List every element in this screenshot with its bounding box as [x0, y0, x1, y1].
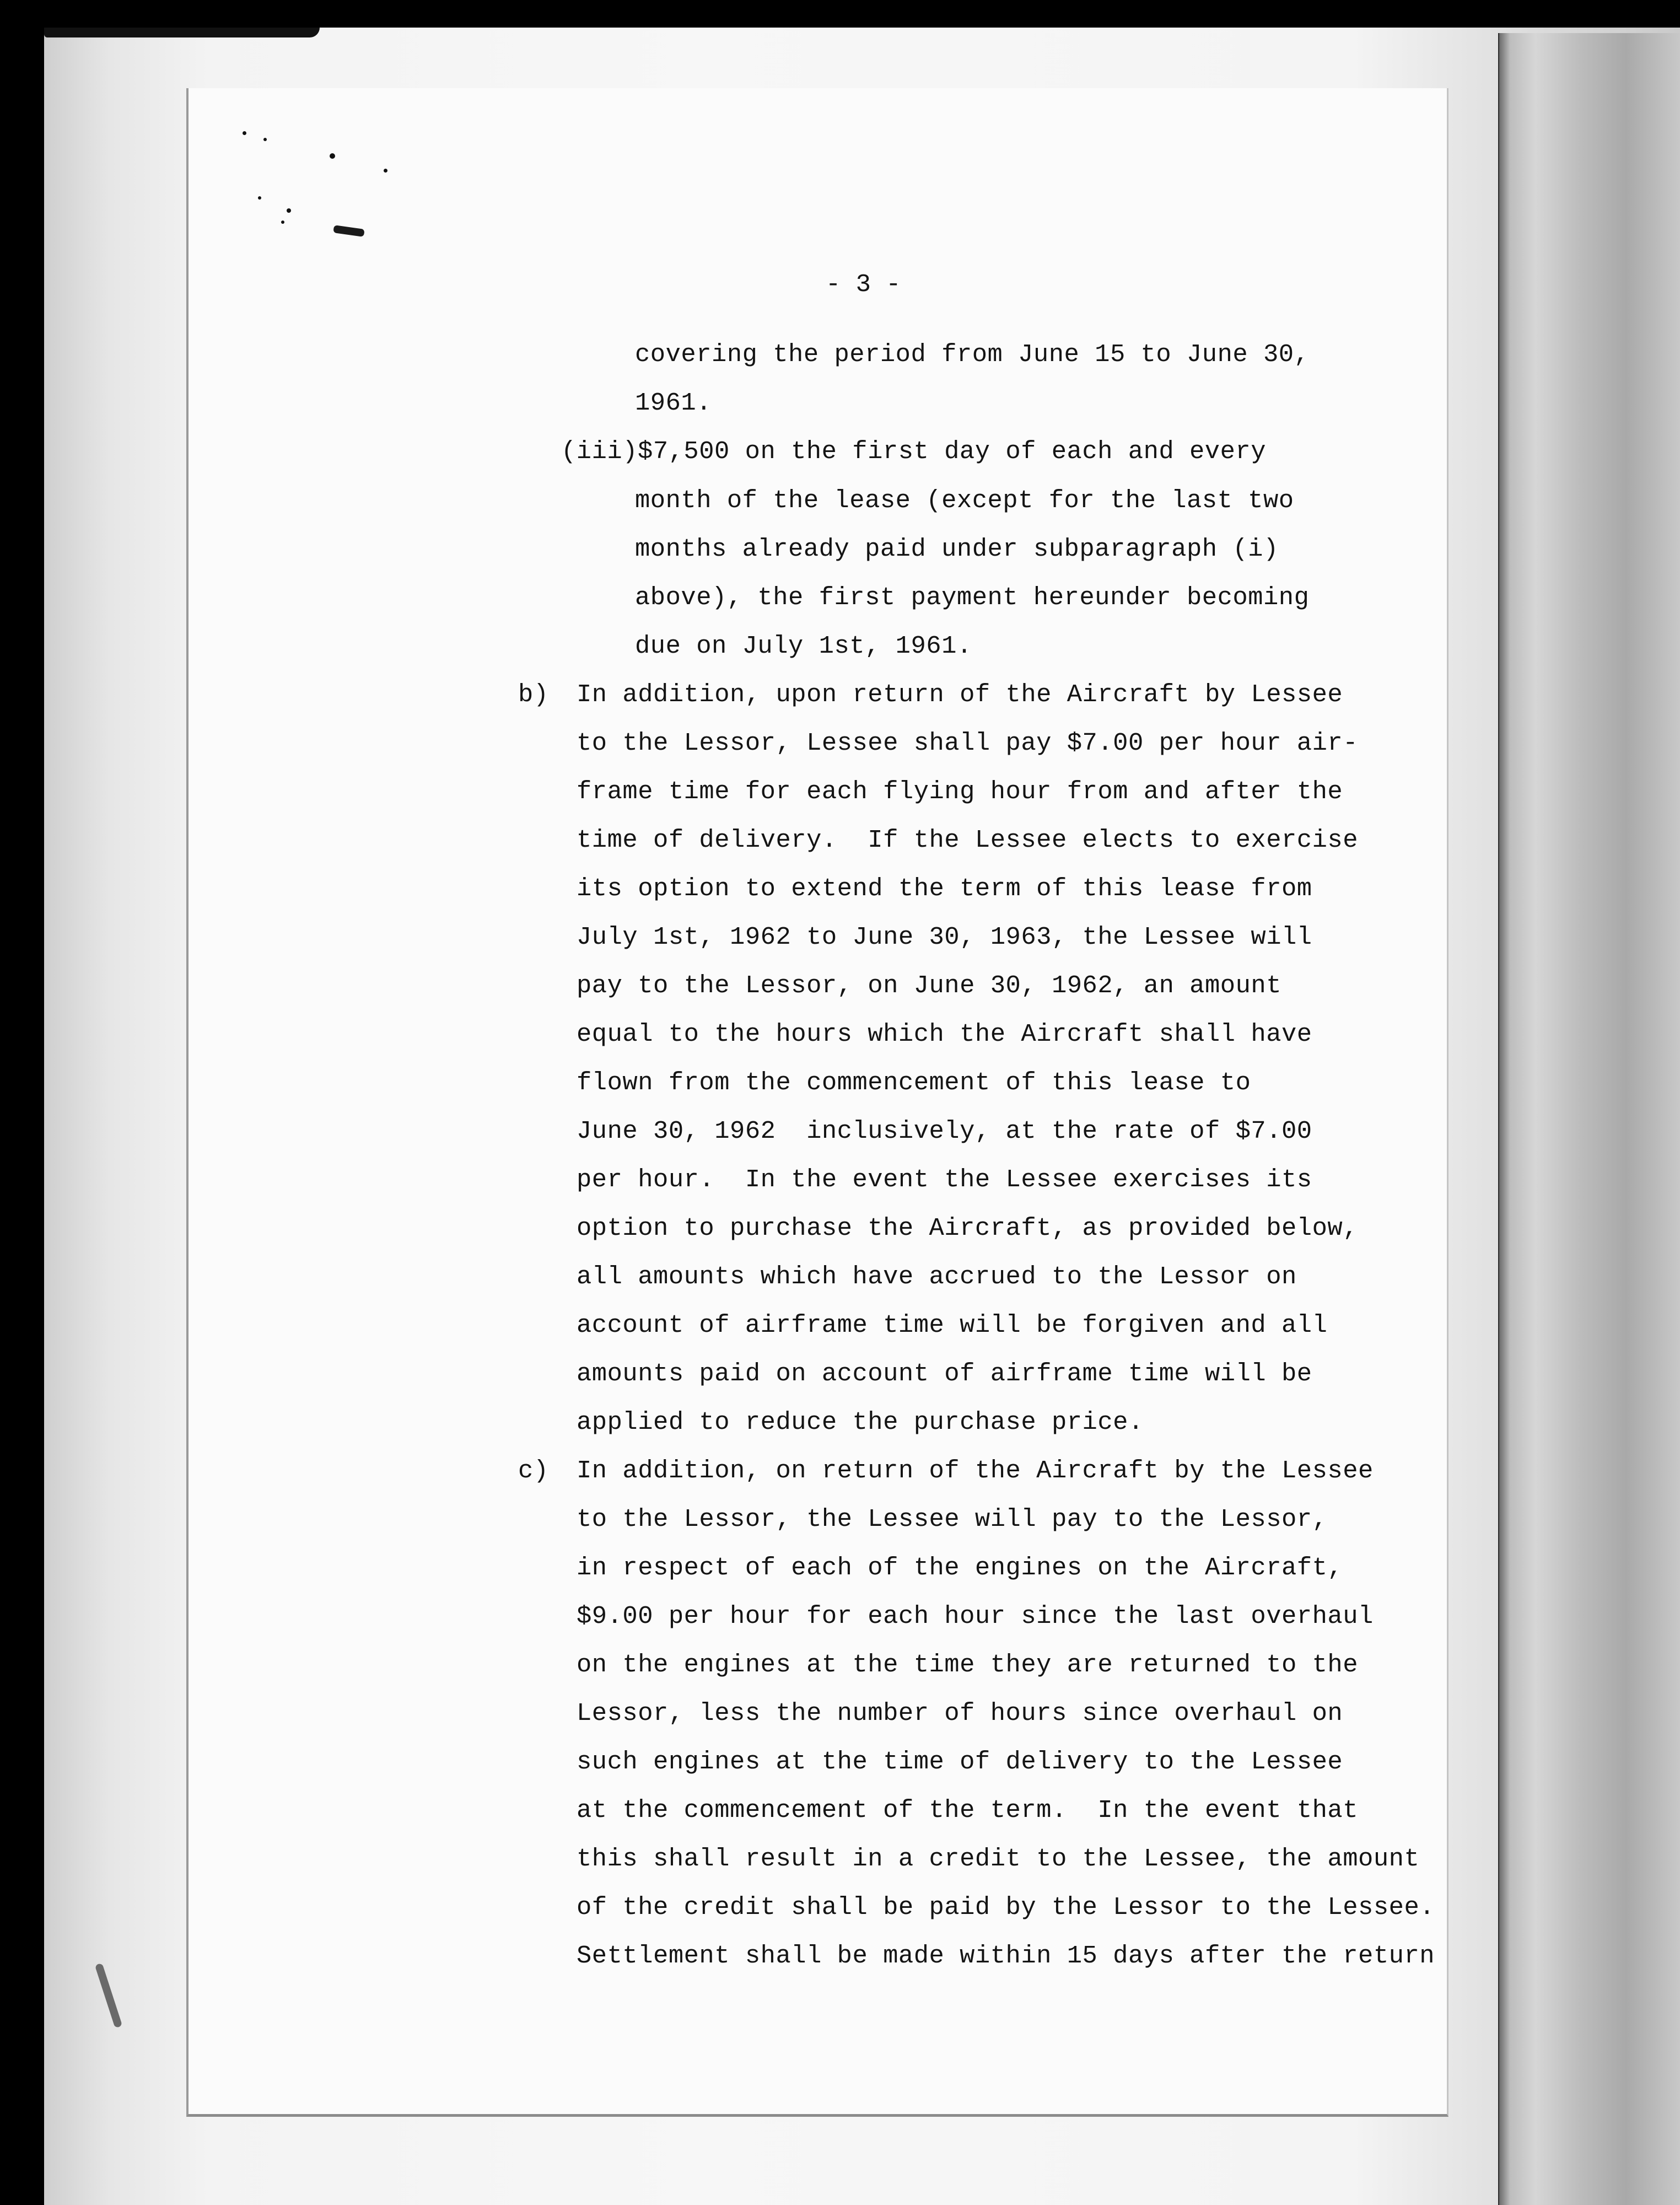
speck: [243, 131, 246, 135]
text-line: (iii)$7,500 on the first day of each and every: [561, 437, 1267, 466]
paragraph-label: c): [518, 1456, 549, 1485]
text-line: on the engines at the time they are returned to the: [577, 1650, 1359, 1679]
text-line: $9.00 per hour for each hour since the last overhaul: [577, 1602, 1374, 1631]
page-number: - 3 -: [826, 270, 901, 299]
text-line: of the credit shall be paid by the Lessor to the Lessee.: [577, 1893, 1435, 1922]
text-line: to the Lessor, the Lessee will pay to the Lessor,: [577, 1505, 1328, 1534]
text-line: to the Lessor, Lessee shall pay $7.00 per hour air-: [577, 729, 1359, 757]
text-line: Settlement shall be made within 15 days after the return: [577, 1942, 1435, 1970]
text-line: all amounts which have accrued to the Lessor on: [577, 1262, 1297, 1291]
text-line: time of delivery. If the Lessee elects to exercise: [577, 826, 1359, 854]
text-line: option to purchase the Aircraft, as provided below,: [577, 1214, 1359, 1243]
text-line: In addition, on return of the Aircraft by the Lessee: [577, 1456, 1374, 1485]
text-line: covering the period from June 15 to June 30,: [635, 340, 1310, 369]
text-line: June 30, 1962 inclusively, at the rate of $7.00: [577, 1117, 1312, 1145]
text-line: applied to reduce the purchase price.: [577, 1408, 1144, 1437]
speck: [281, 220, 284, 224]
text-line: month of the lease (except for the last two: [635, 486, 1294, 515]
text-line: Lessor, less the number of hours since overhaul on: [577, 1699, 1343, 1728]
text-line: such engines at the time of delivery to the Lessee: [577, 1747, 1343, 1776]
speck: [384, 169, 387, 173]
right-page-strip: [1499, 33, 1680, 2205]
speck: [263, 138, 267, 141]
text-line: amounts paid on account of airframe time will be: [577, 1359, 1312, 1388]
text-line: per hour. In the event the Lessee exercises its: [577, 1165, 1312, 1194]
text-line: months already paid under subparagraph (i): [635, 535, 1279, 563]
speck: [330, 153, 335, 159]
text-line: its option to extend the term of this lease from: [577, 874, 1312, 903]
paragraph-label: b): [518, 680, 549, 709]
text-line: 1961.: [635, 389, 712, 417]
text-line: in respect of each of the engines on the Aircraft,: [577, 1553, 1343, 1582]
text-line: July 1st, 1962 to June 30, 1963, the Lessee will: [577, 923, 1312, 951]
text-line: equal to the hours which the Aircraft shall have: [577, 1020, 1312, 1048]
text-line: this shall result in a credit to the Lessee, the amount: [577, 1844, 1420, 1873]
speck: [258, 196, 261, 200]
text-line: account of airframe time will be forgiven and all: [577, 1311, 1328, 1340]
text-line: frame time for each flying hour from and after the: [577, 777, 1343, 806]
speck: [287, 208, 291, 213]
text-line: above), the first payment hereunder becoming: [635, 583, 1310, 612]
top-edge-tear: [44, 28, 320, 37]
text-line: In addition, upon return of the Aircraft by Lessee: [577, 680, 1343, 709]
text-line: flown from the commencement of this lease to: [577, 1068, 1251, 1097]
text-line: pay to the Lessor, on June 30, 1962, an amount: [577, 971, 1282, 1000]
text-line: at the commencement of the term. In the event that: [577, 1796, 1359, 1825]
text-line: due on July 1st, 1961.: [635, 632, 972, 660]
